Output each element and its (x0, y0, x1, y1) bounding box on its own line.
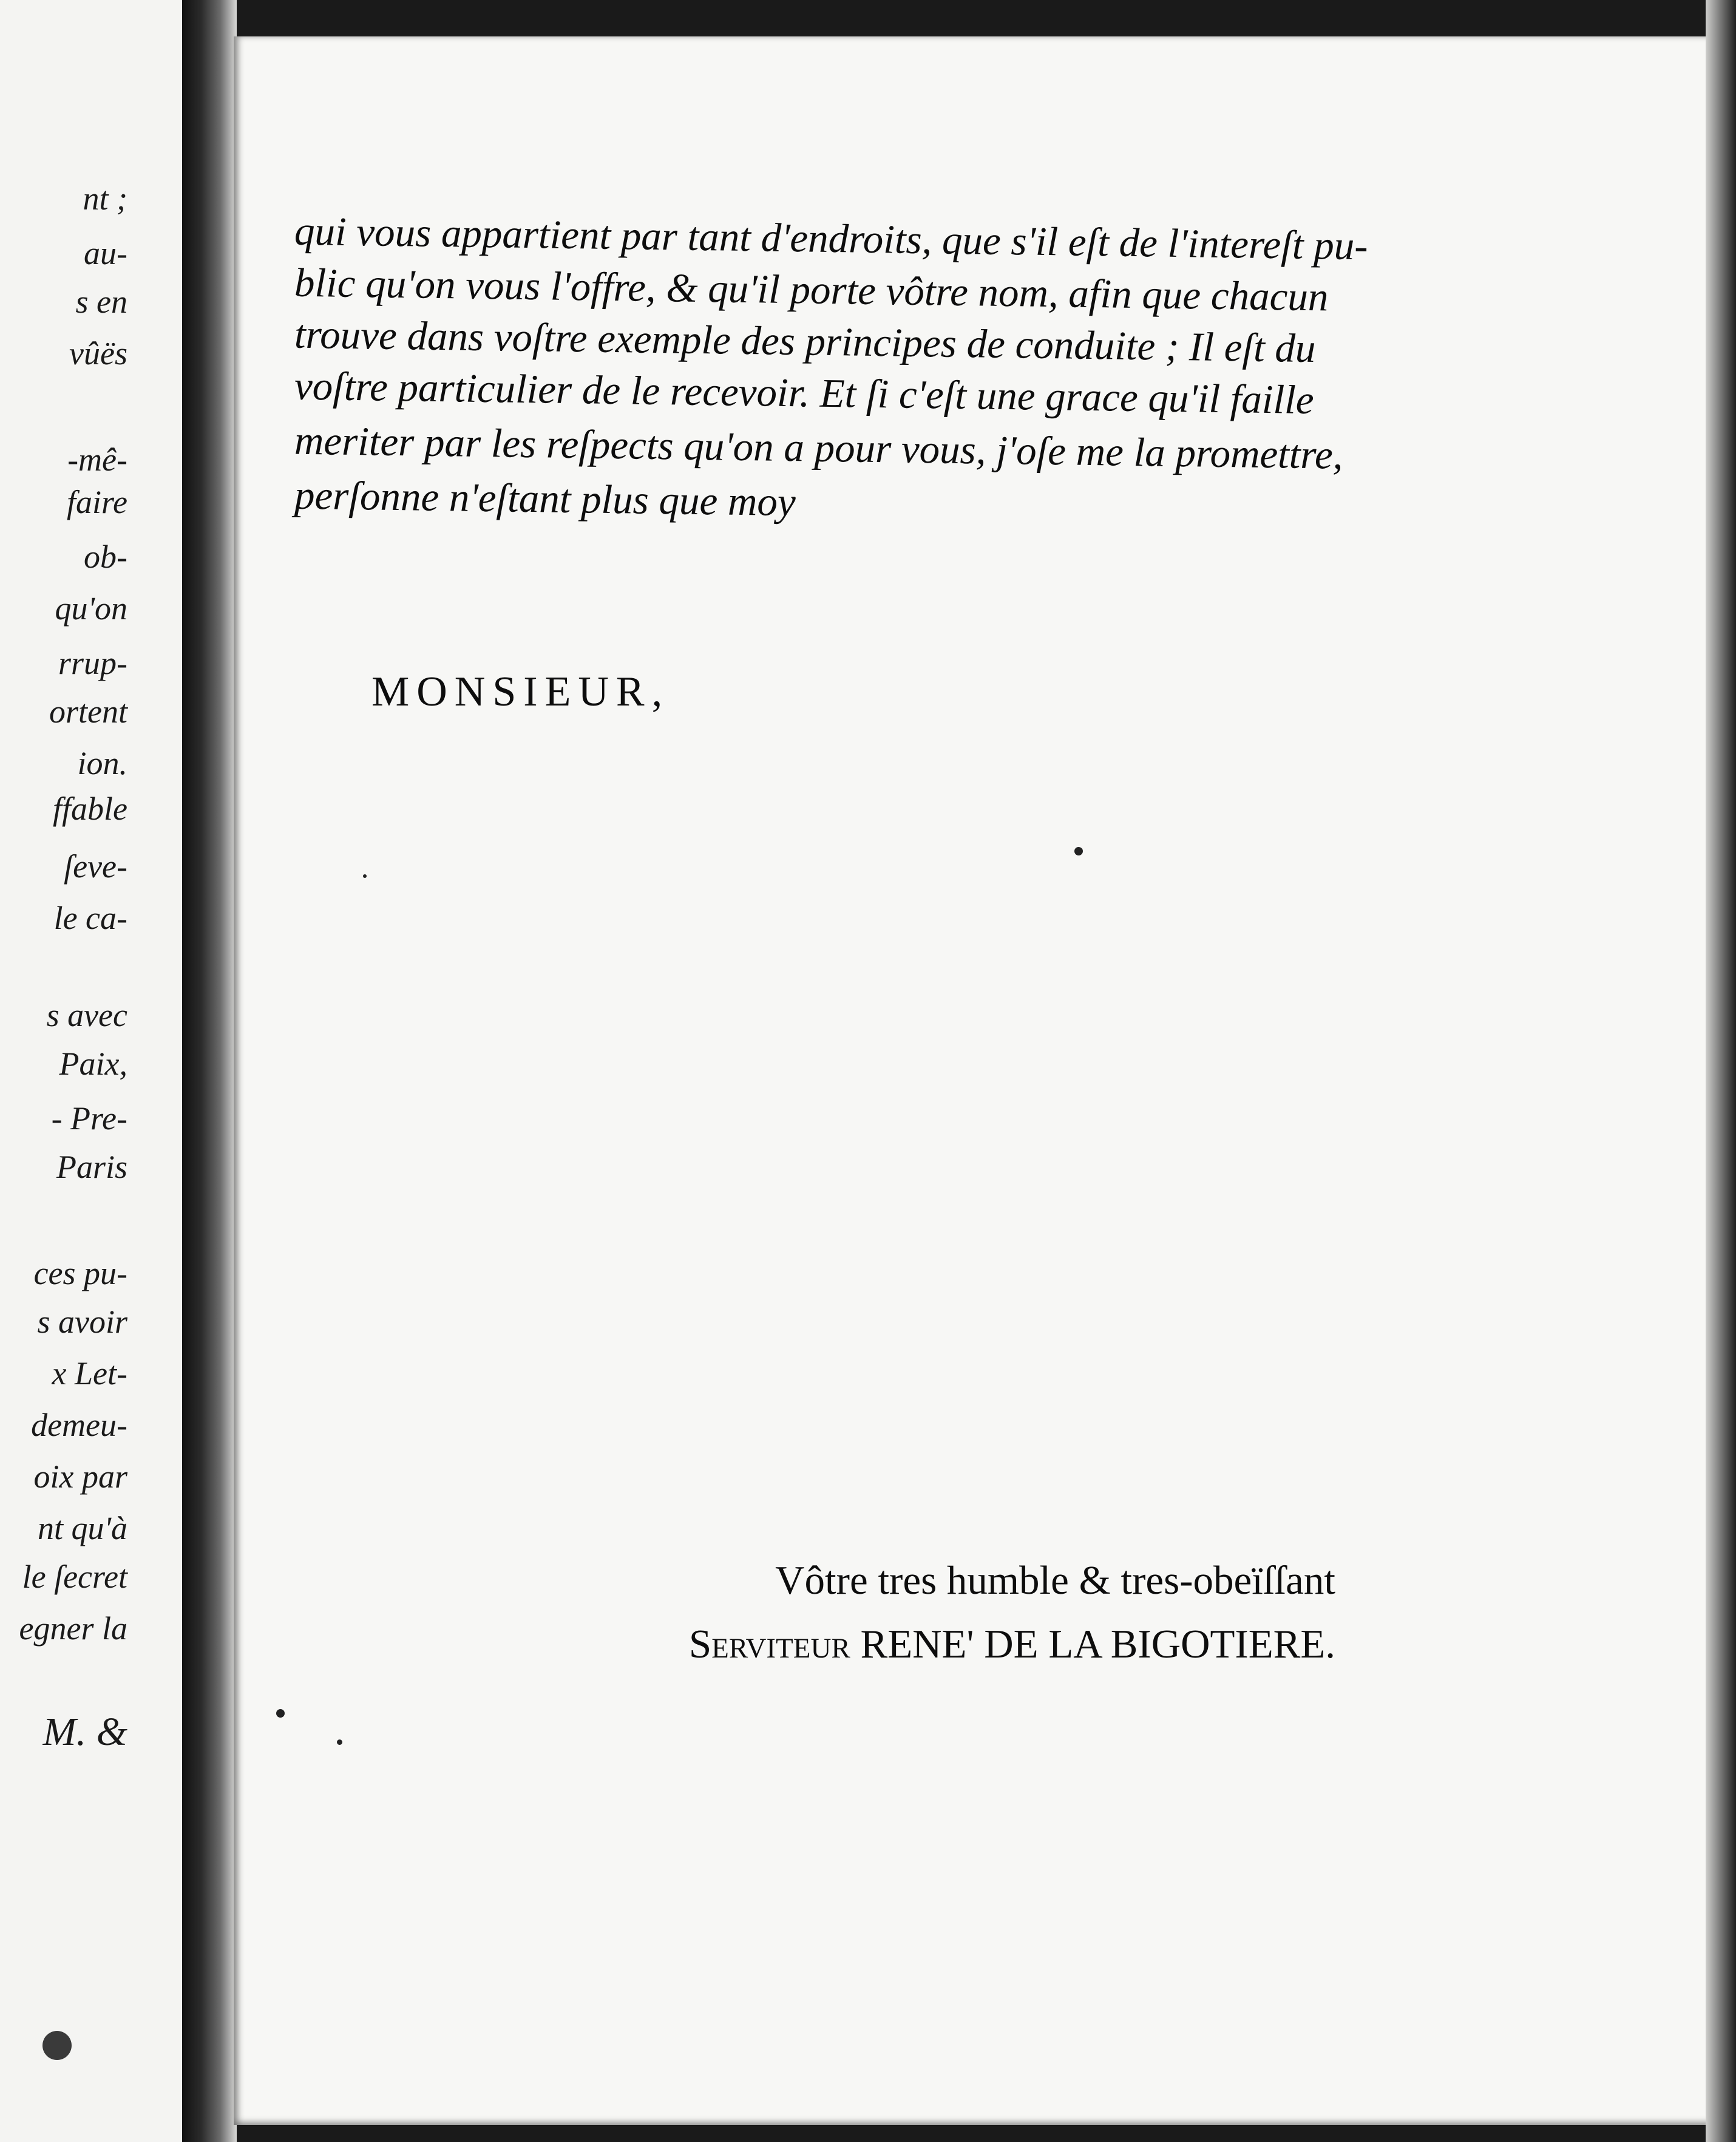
body-line: perſonne n'eſtant plus que moy (294, 472, 796, 525)
left-page-line: qu'on (55, 590, 127, 627)
left-page-line: x Let- (52, 1355, 127, 1392)
left-page-line: s en (75, 284, 127, 320)
body-line: voſtre particulier de le recevoir. Et ſi c'eſt une grace qu'il faille (294, 363, 1315, 423)
left-page-line: nt qu'à (37, 1510, 127, 1546)
left-page-line: nt ; (83, 180, 127, 217)
left-page-line: -mê- (67, 441, 127, 478)
left-page-line: Paix, (59, 1046, 127, 1082)
left-page-line: ffable (53, 790, 127, 827)
left-page-line: ion. (77, 745, 127, 781)
body-line: meriter par les reſpects qu'on a pour vous, j'oſe me la promettre, (294, 418, 1344, 478)
signature-line: Serviteur RENE' DE LA BIGOTIERE. (688, 1622, 1335, 1667)
left-page-line: - Pre- (51, 1100, 127, 1137)
left-page-line: M. & (42, 1710, 127, 1754)
left-page-line: demeu- (31, 1407, 127, 1443)
ink-speck (1074, 847, 1083, 855)
left-page-line: rrup- (58, 645, 127, 681)
left-page-line: ortent (49, 693, 127, 730)
left-page-line: le ca- (53, 900, 127, 936)
left-page-fragment (0, 0, 185, 2142)
left-page-line: faire (67, 484, 127, 520)
book-gutter (182, 0, 237, 2142)
closing-line: Vôtre tres humble & tres-obeïſſant (775, 1558, 1335, 1603)
ink-speck (363, 874, 367, 878)
left-page-line: ces pu- (33, 1255, 127, 1291)
left-page-line: s avoir (37, 1304, 127, 1340)
left-page-line: oix par (33, 1458, 127, 1495)
left-page-line: vûës (69, 335, 127, 372)
salutation: MONSIEUR, (371, 668, 670, 715)
left-page-line: au- (84, 235, 127, 271)
left-page-line: ſeve- (64, 848, 127, 885)
ink-blot (42, 2031, 72, 2060)
left-page-line: le ſecret (22, 1559, 127, 1595)
left-page-line: Paris (56, 1149, 127, 1185)
left-page-line: s avec (46, 997, 127, 1033)
left-page-line: egner la (19, 1610, 127, 1647)
page-edge (1706, 0, 1736, 2142)
body-line: blic qu'on vous l'offre, & qu'il porte vôtre nom, afin que chacun (294, 260, 1329, 320)
ink-speck (276, 1709, 285, 1718)
ink-speck (337, 1739, 342, 1745)
body-line: qui vous appartient par tant d'endroits, que s'il eſt de l'intereſt pu- (294, 208, 1369, 269)
left-page-line: ob- (84, 539, 127, 575)
body-line: trouve dans voſtre exemple des principes de conduite ; Il eſt du (294, 311, 1317, 372)
